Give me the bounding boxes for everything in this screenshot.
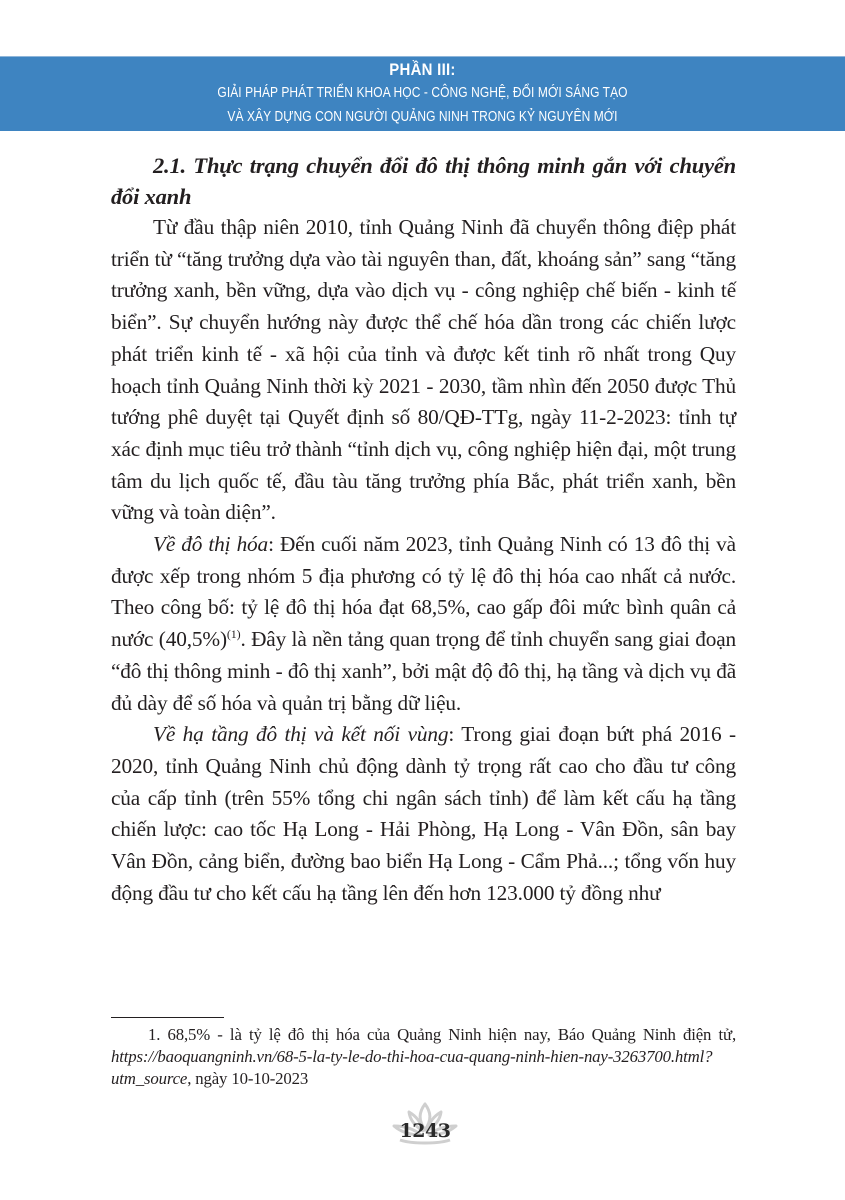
body-column bbox=[111, 150, 736, 909]
part-subtitle-line-2: VÀ XÂY DỰNG CON NGƯỜI QUẢNG NINH TRONG KỶ NGUYÊN MỚI bbox=[227, 108, 618, 125]
paragraph-1 bbox=[111, 212, 736, 529]
footnote-divider bbox=[111, 1017, 224, 1018]
part-banner bbox=[0, 56, 845, 131]
paragraph-2 bbox=[111, 529, 736, 719]
paragraph-1-text: Từ đầu thập niên 2010, tỉnh Quảng Ninh đã chuyển thông điệp phát triển từ “tăng trưởng dựa vào tài nguyên than, đất, khoáng sản” sang “tăng trưởng xanh, bền vững, dựa vào dịch vụ - công nghiệp chế biến - kinh tế biển”. Sự chuyển hướng này được thể chế hóa dần trong các chiến lược phát triển kinh tế - xã hội của tỉnh và được kết tinh rõ nhất trong Quy hoạch tỉnh Quảng Ninh thời kỳ 2021 - 2030, tầm nhìn đến 2050 được Thủ tướng phê duyệt tại Quyết định số 80/QĐ-TTg, ngày 11-2-2023: tỉnh tự xác định mục tiêu trở thành “tỉnh dịch vụ, công nghiệp hiện đại, một trung tâm du lịch quốc tế, đầu tàu tăng trưởng phía Bắc, phát triển xanh, bền vững và toàn diện”. bbox=[111, 215, 736, 525]
footnote bbox=[111, 1024, 736, 1090]
paragraph-3-lead: Về hạ tầng đô thị và kết nối vùng bbox=[153, 722, 449, 747]
part-subtitle-line-1: GIẢI PHÁP PHÁT TRIỂN KHOA HỌC - CÔNG NGHỆ, ĐỔI MỚI SÁNG TẠO bbox=[217, 84, 628, 101]
paragraph-3-text: : Trong giai đoạn bứt phá 2016 - 2020, tỉnh Quảng Ninh chủ động dành tỷ trọng rất cao cho đầu tư công của cấp tỉnh (trên 55% tổng chi ngân sách tỉnh) để làm kết cấu hạ tầng chiến lược: cao tốc Hạ Long - Hải Phòng, Hạ Long - Vân Đồn, sân bay Vân Đồn, cảng biển, đường bao biển Hạ Long - Cẩm Phả...; tổng vốn huy động đầu tư cho kết cấu hạ tầng lên đến hơn 123.000 tỷ đồng như bbox=[111, 722, 736, 905]
footnote-date: , ngày 10-10-2023 bbox=[187, 1069, 309, 1088]
page-number: 1243 bbox=[399, 1120, 451, 1142]
section-heading: 2.1. Thực trạng chuyển đổi đô thị thông minh gắn với chuyển đổi xanh bbox=[111, 153, 736, 209]
part-label: PHẦN III: bbox=[389, 60, 456, 79]
page-folio bbox=[390, 1100, 460, 1146]
footnote-text: 68,5% - là tỷ lệ đô thị hóa của Quảng Ninh hiện nay, Báo Quảng Ninh điện tử, bbox=[160, 1025, 736, 1044]
paragraph-2-lead: Về đô thị hóa bbox=[153, 532, 269, 557]
paragraph-2-text-b: . Đây là nền tảng quan trọng để tỉnh chuyển sang giai đoạn “đô thị thông minh - đô thị xanh”, bởi mật độ đô thị, hạ tầng và dịch vụ đã đủ dày để số hóa và quản trị bằng dữ liệu. bbox=[111, 627, 736, 715]
paragraph-2-text-a: : Đến cuối năm 2023, tỉnh Quảng Ninh có 13 đô thị và được xếp trong nhóm 5 địa phương có tỷ lệ đô thị hóa cao nhất cả nước. Theo công bố: tỷ lệ đô thị hóa đạt 68,5%, cao gấp đôi mức bình quân cả nước (40,5%) bbox=[111, 532, 736, 652]
paragraph-3 bbox=[111, 719, 736, 909]
footnote-url[interactable]: https://baoquangninh.vn/68-5-la-ty-le-do-thi-hoa-cua-quang-ninh-hien-nay-3263700.html?utm_source bbox=[111, 1047, 713, 1088]
footnote-reference[interactable]: (1) bbox=[226, 627, 241, 642]
footnote-body bbox=[111, 1024, 736, 1090]
footnote-number: 1. bbox=[148, 1025, 161, 1044]
